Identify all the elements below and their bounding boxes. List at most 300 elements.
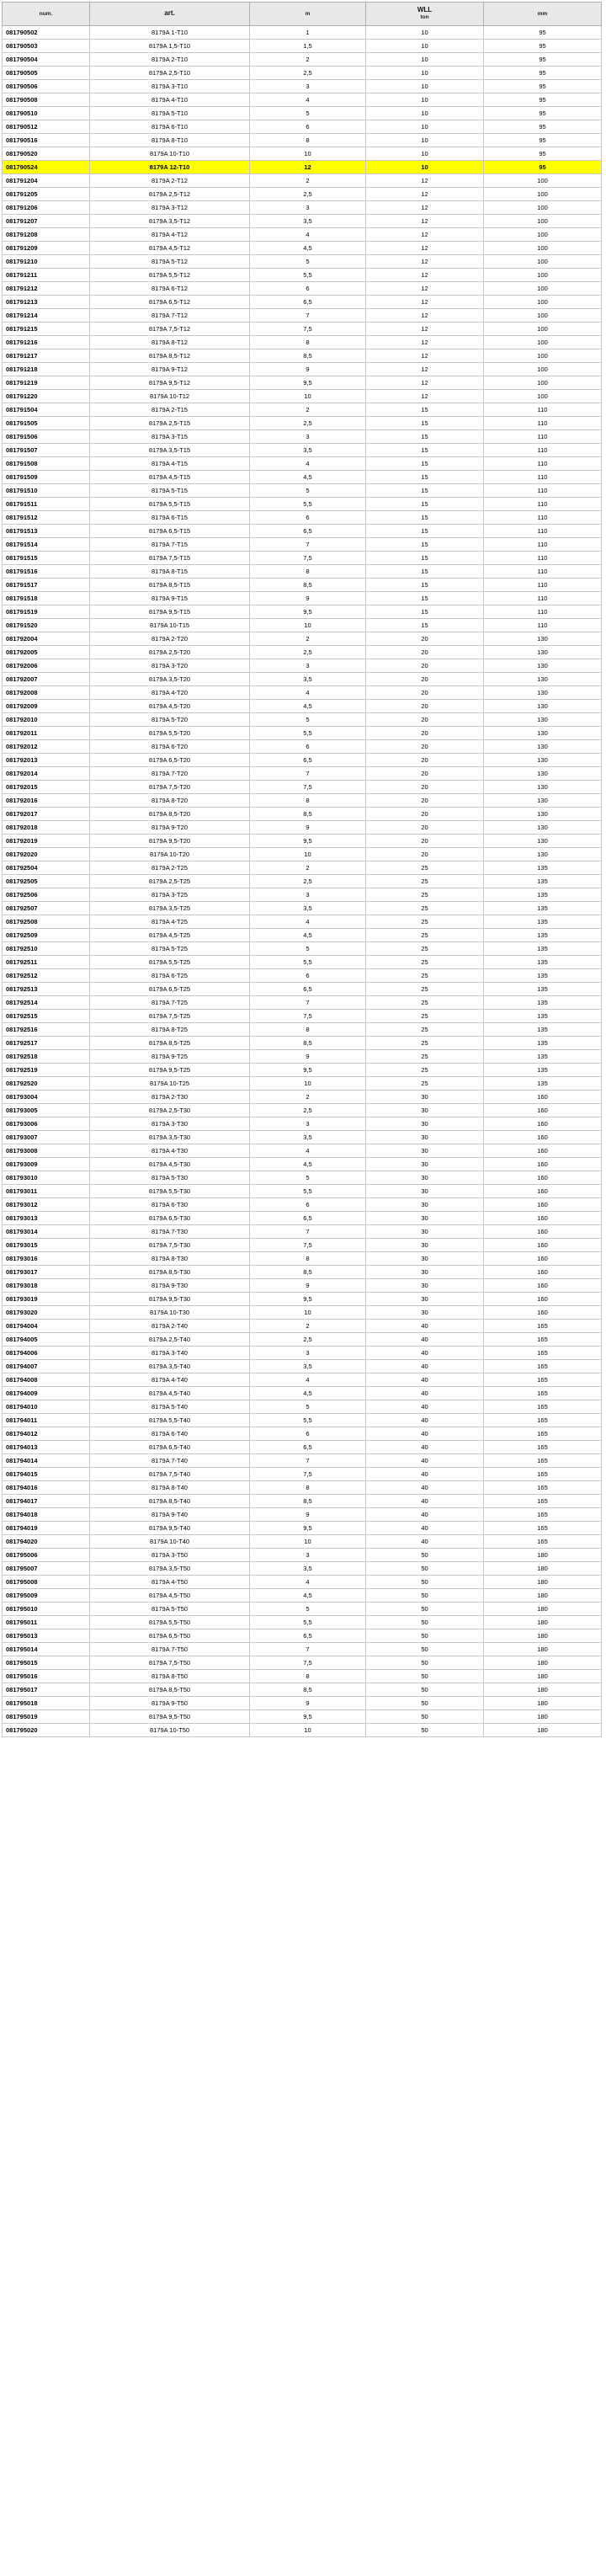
cell-wll: 40 xyxy=(366,1333,484,1347)
table-row[interactable] xyxy=(3,1373,602,1387)
cell-art: 8179A 2-T30 xyxy=(90,1091,250,1104)
cell-code: 081792510 xyxy=(3,942,90,956)
cell-wll: 30 xyxy=(366,1171,484,1185)
table-row[interactable] xyxy=(3,767,602,781)
table-row[interactable] xyxy=(3,552,602,565)
cell-wll: 40 xyxy=(366,1468,484,1481)
table-row[interactable] xyxy=(3,457,602,471)
cell-art: 8179A 7,5-T20 xyxy=(90,781,250,794)
table-row[interactable] xyxy=(3,1064,602,1077)
cell-code: 081792016 xyxy=(3,794,90,808)
cell-art: 8179A 3,5-T12 xyxy=(90,215,250,228)
table-row[interactable] xyxy=(3,632,602,646)
table-row[interactable] xyxy=(3,740,602,754)
cell-length: 7 xyxy=(250,309,366,323)
cell-code: 081791204 xyxy=(3,174,90,188)
table-row[interactable] xyxy=(3,444,602,457)
cell-code: 081795020 xyxy=(3,1724,90,1737)
cell-art: 8179A 8,5-T25 xyxy=(90,1037,250,1050)
cell-wll: 40 xyxy=(366,1360,484,1373)
cell-art: 8179A 4-T10 xyxy=(90,93,250,107)
table-row[interactable] xyxy=(3,538,602,552)
table-row[interactable] xyxy=(3,1117,602,1131)
cell-wll: 15 xyxy=(366,619,484,632)
table-row[interactable] xyxy=(3,93,602,107)
cell-code: 081793011 xyxy=(3,1185,90,1198)
cell-wll: 15 xyxy=(366,579,484,592)
cell-art: 8179A 6,5-T15 xyxy=(90,525,250,538)
table-row[interactable] xyxy=(3,673,602,686)
table-row[interactable] xyxy=(3,1306,602,1320)
cell-code: 081795016 xyxy=(3,1670,90,1683)
table-row[interactable] xyxy=(3,1468,602,1481)
table-row[interactable] xyxy=(3,201,602,215)
cell-art: 8179A 10-T25 xyxy=(90,1077,250,1091)
cell-wll: 25 xyxy=(366,915,484,929)
table-row[interactable] xyxy=(3,794,602,808)
table-row[interactable] xyxy=(3,80,602,93)
table-row[interactable] xyxy=(3,1562,602,1576)
table-row[interactable] xyxy=(3,188,602,201)
cell-mm: 165 xyxy=(484,1508,602,1522)
table-row[interactable] xyxy=(3,835,602,848)
table-row[interactable] xyxy=(3,727,602,740)
table-row[interactable] xyxy=(3,1293,602,1306)
cell-mm: 180 xyxy=(484,1616,602,1629)
cell-art: 8179A 6-T30 xyxy=(90,1198,250,1212)
cell-length: 4 xyxy=(250,93,366,107)
cell-art: 8179A 2,5-T25 xyxy=(90,875,250,888)
table-row[interactable] xyxy=(3,1347,602,1360)
cell-code: 081792505 xyxy=(3,875,90,888)
table-row[interactable] xyxy=(3,605,602,619)
cell-mm: 130 xyxy=(484,673,602,686)
cell-mm: 135 xyxy=(484,915,602,929)
cell-art: 8179A 7,5-T30 xyxy=(90,1239,250,1252)
table-row[interactable] xyxy=(3,700,602,713)
table-row[interactable] xyxy=(3,336,602,349)
table-row[interactable] xyxy=(3,1320,602,1333)
cell-wll: 30 xyxy=(366,1158,484,1171)
cell-mm: 95 xyxy=(484,161,602,174)
table-row[interactable] xyxy=(3,565,602,579)
cell-mm: 160 xyxy=(484,1306,602,1320)
table-row[interactable] xyxy=(3,1010,602,1023)
cell-wll: 25 xyxy=(366,1023,484,1037)
table-row[interactable] xyxy=(3,1535,602,1549)
cell-mm: 95 xyxy=(484,134,602,147)
table-row[interactable] xyxy=(3,1629,602,1643)
cell-code: 081794016 xyxy=(3,1481,90,1495)
table-row[interactable] xyxy=(3,1185,602,1198)
cell-mm: 165 xyxy=(484,1495,602,1508)
cell-wll: 15 xyxy=(366,538,484,552)
table-row[interactable] xyxy=(3,929,602,942)
table-row[interactable] xyxy=(3,1104,602,1117)
table-row[interactable] xyxy=(3,390,602,403)
table-row[interactable] xyxy=(3,619,602,632)
cell-mm: 160 xyxy=(484,1144,602,1158)
table-row[interactable] xyxy=(3,511,602,525)
table-row[interactable] xyxy=(3,1279,602,1293)
table-row[interactable] xyxy=(3,1239,602,1252)
table-row[interactable] xyxy=(3,1643,602,1656)
cell-wll: 12 xyxy=(366,390,484,403)
cell-code: 081791519 xyxy=(3,605,90,619)
cell-wll: 25 xyxy=(366,1064,484,1077)
cell-length: 6,5 xyxy=(250,983,366,996)
table-row[interactable] xyxy=(3,1252,602,1266)
cell-wll: 25 xyxy=(366,1037,484,1050)
table-row[interactable] xyxy=(3,498,602,511)
table-row[interactable] xyxy=(3,255,602,269)
cell-mm: 100 xyxy=(484,174,602,188)
table-row[interactable] xyxy=(3,484,602,498)
cell-code: 081791205 xyxy=(3,188,90,201)
cell-length: 7 xyxy=(250,996,366,1010)
table-row[interactable] xyxy=(3,1427,602,1441)
table-header-row xyxy=(3,3,602,26)
cell-wll: 12 xyxy=(366,201,484,215)
table-row[interactable] xyxy=(3,1670,602,1683)
cell-art: 8179A 5-T50 xyxy=(90,1603,250,1616)
table-row[interactable] xyxy=(3,1266,602,1279)
cell-length: 4,5 xyxy=(250,471,366,484)
cell-code: 081793008 xyxy=(3,1144,90,1158)
cell-length: 5,5 xyxy=(250,1185,366,1198)
cell-art: 8179A 9-T50 xyxy=(90,1697,250,1710)
table-row[interactable] xyxy=(3,579,602,592)
cell-code: 081792504 xyxy=(3,861,90,875)
table-row[interactable] xyxy=(3,161,602,174)
cell-code: 081795018 xyxy=(3,1697,90,1710)
cell-mm: 130 xyxy=(484,754,602,767)
cell-length: 5,5 xyxy=(250,269,366,282)
table-row[interactable] xyxy=(3,983,602,996)
table-row[interactable] xyxy=(3,848,602,861)
cell-length: 3 xyxy=(250,80,366,93)
table-row[interactable] xyxy=(3,1495,602,1508)
table-row[interactable] xyxy=(3,902,602,915)
table-row[interactable] xyxy=(3,430,602,444)
cell-mm: 110 xyxy=(484,579,602,592)
table-row[interactable] xyxy=(3,525,602,538)
cell-length: 3 xyxy=(250,430,366,444)
table-row[interactable] xyxy=(3,26,602,40)
cell-wll: 40 xyxy=(366,1481,484,1495)
cell-art: 8179A 7,5-T40 xyxy=(90,1468,250,1481)
table-row[interactable] xyxy=(3,888,602,902)
table-row[interactable] xyxy=(3,363,602,376)
table-row[interactable] xyxy=(3,1387,602,1400)
cell-wll: 10 xyxy=(366,107,484,120)
table-row[interactable] xyxy=(3,215,602,228)
cell-art: 8179A 9,5-T40 xyxy=(90,1522,250,1535)
table-row[interactable] xyxy=(3,403,602,417)
table-row[interactable] xyxy=(3,1656,602,1670)
cell-wll: 10 xyxy=(366,80,484,93)
table-row[interactable] xyxy=(3,1091,602,1104)
cell-mm: 95 xyxy=(484,40,602,53)
cell-art: 8179A 4,5-T40 xyxy=(90,1387,250,1400)
table-row[interactable] xyxy=(3,592,602,605)
cell-wll: 10 xyxy=(366,147,484,161)
cell-wll: 12 xyxy=(366,323,484,336)
cell-mm: 110 xyxy=(484,430,602,444)
cell-code: 081791506 xyxy=(3,430,90,444)
table-row[interactable] xyxy=(3,1333,602,1347)
cell-length: 9,5 xyxy=(250,1710,366,1724)
cell-wll: 40 xyxy=(366,1373,484,1387)
cell-code: 081790512 xyxy=(3,120,90,134)
table-row[interactable] xyxy=(3,1441,602,1454)
table-row[interactable] xyxy=(3,1158,602,1171)
cell-code: 081793016 xyxy=(3,1252,90,1266)
product-table xyxy=(2,2,602,1737)
cell-art: 8179A 8,5-T40 xyxy=(90,1495,250,1508)
cell-wll: 25 xyxy=(366,956,484,969)
table-row[interactable] xyxy=(3,1549,602,1562)
table-row[interactable] xyxy=(3,1037,602,1050)
cell-code: 081790510 xyxy=(3,107,90,120)
cell-length: 7,5 xyxy=(250,1468,366,1481)
cell-mm: 100 xyxy=(484,215,602,228)
cell-code: 081791209 xyxy=(3,242,90,255)
cell-wll: 10 xyxy=(366,93,484,107)
table-row[interactable] xyxy=(3,1454,602,1468)
table-row[interactable] xyxy=(3,1589,602,1603)
cell-code: 081793014 xyxy=(3,1225,90,1239)
cell-wll: 25 xyxy=(366,861,484,875)
table-row[interactable] xyxy=(3,659,602,673)
cell-code: 081792009 xyxy=(3,700,90,713)
table-row[interactable] xyxy=(3,996,602,1010)
table-row[interactable] xyxy=(3,942,602,956)
table-row[interactable] xyxy=(3,1522,602,1535)
cell-wll: 20 xyxy=(366,821,484,835)
cell-code: 081791515 xyxy=(3,552,90,565)
table-row[interactable] xyxy=(3,242,602,255)
table-row[interactable] xyxy=(3,1710,602,1724)
table-row[interactable] xyxy=(3,1683,602,1697)
table-row[interactable] xyxy=(3,686,602,700)
cell-mm: 135 xyxy=(484,1077,602,1091)
cell-wll: 50 xyxy=(366,1710,484,1724)
table-row[interactable] xyxy=(3,296,602,309)
table-row[interactable] xyxy=(3,1198,602,1212)
table-row[interactable] xyxy=(3,781,602,794)
cell-length: 5 xyxy=(250,107,366,120)
cell-code: 081792019 xyxy=(3,835,90,848)
cell-wll: 50 xyxy=(366,1562,484,1576)
cell-length: 7,5 xyxy=(250,781,366,794)
cell-length: 6 xyxy=(250,511,366,525)
table-row[interactable] xyxy=(3,53,602,67)
table-row[interactable] xyxy=(3,1697,602,1710)
cell-art: 8179A 8,5-T50 xyxy=(90,1683,250,1697)
cell-length: 7 xyxy=(250,1225,366,1239)
table-row[interactable] xyxy=(3,134,602,147)
table-row[interactable] xyxy=(3,1724,602,1737)
cell-art: 8179A 8-T40 xyxy=(90,1481,250,1495)
table-row[interactable] xyxy=(3,1508,602,1522)
cell-length: 4,5 xyxy=(250,700,366,713)
cell-mm: 180 xyxy=(484,1683,602,1697)
cell-mm: 180 xyxy=(484,1670,602,1683)
table-row[interactable] xyxy=(3,1212,602,1225)
cell-art: 8179A 3-T15 xyxy=(90,430,250,444)
cell-length: 3,5 xyxy=(250,215,366,228)
table-row[interactable] xyxy=(3,282,602,296)
table-row[interactable] xyxy=(3,349,602,363)
table-row[interactable] xyxy=(3,861,602,875)
cell-mm: 100 xyxy=(484,349,602,363)
table-row[interactable] xyxy=(3,713,602,727)
cell-art: 8179A 8,5-T30 xyxy=(90,1266,250,1279)
cell-code: 081792008 xyxy=(3,686,90,700)
cell-art: 8179A 6-T15 xyxy=(90,511,250,525)
cell-mm: 110 xyxy=(484,511,602,525)
table-row[interactable] xyxy=(3,1131,602,1144)
cell-length: 2 xyxy=(250,861,366,875)
cell-art: 8179A 4,5-T50 xyxy=(90,1589,250,1603)
cell-code: 081794017 xyxy=(3,1495,90,1508)
cell-wll: 25 xyxy=(366,942,484,956)
table-row[interactable] xyxy=(3,1171,602,1185)
cell-art: 8179A 8-T50 xyxy=(90,1670,250,1683)
cell-mm: 160 xyxy=(484,1212,602,1225)
cell-mm: 130 xyxy=(484,686,602,700)
cell-mm: 160 xyxy=(484,1293,602,1306)
table-row[interactable] xyxy=(3,1144,602,1158)
cell-length: 1,5 xyxy=(250,40,366,53)
cell-length: 8 xyxy=(250,1481,366,1495)
cell-length: 3,5 xyxy=(250,673,366,686)
table-row[interactable] xyxy=(3,1414,602,1427)
cell-wll: 15 xyxy=(366,498,484,511)
cell-wll: 10 xyxy=(366,53,484,67)
cell-mm: 110 xyxy=(484,457,602,471)
cell-art: 8179A 4-T30 xyxy=(90,1144,250,1158)
cell-length: 6,5 xyxy=(250,296,366,309)
table-row[interactable] xyxy=(3,754,602,767)
table-row[interactable] xyxy=(3,471,602,484)
table-row[interactable] xyxy=(3,1077,602,1091)
cell-art: 8179A 3,5-T20 xyxy=(90,673,250,686)
table-row[interactable] xyxy=(3,956,602,969)
cell-code: 081795009 xyxy=(3,1589,90,1603)
cell-mm: 130 xyxy=(484,767,602,781)
cell-wll: 40 xyxy=(366,1495,484,1508)
cell-code: 081792506 xyxy=(3,888,90,902)
table-row[interactable] xyxy=(3,67,602,80)
cell-code: 081791513 xyxy=(3,525,90,538)
cell-mm: 165 xyxy=(484,1481,602,1495)
cell-wll: 15 xyxy=(366,444,484,457)
table-row[interactable] xyxy=(3,376,602,390)
table-row[interactable] xyxy=(3,1360,602,1373)
cell-wll: 12 xyxy=(366,296,484,309)
table-row[interactable] xyxy=(3,40,602,53)
table-row[interactable] xyxy=(3,1616,602,1629)
cell-art: 8179A 3-T20 xyxy=(90,659,250,673)
column-header-art xyxy=(90,3,250,26)
cell-wll: 20 xyxy=(366,848,484,861)
table-row[interactable] xyxy=(3,646,602,659)
cell-wll: 15 xyxy=(366,403,484,417)
cell-length: 8 xyxy=(250,1670,366,1683)
cell-mm: 135 xyxy=(484,956,602,969)
cell-code: 081792004 xyxy=(3,632,90,646)
cell-art: 8179A 7-T50 xyxy=(90,1643,250,1656)
cell-wll: 12 xyxy=(366,228,484,242)
cell-mm: 165 xyxy=(484,1427,602,1441)
cell-wll: 50 xyxy=(366,1643,484,1656)
column-header-mm xyxy=(484,3,602,26)
table-row[interactable] xyxy=(3,821,602,835)
cell-code: 081794020 xyxy=(3,1535,90,1549)
cell-art: 8179A 2,5-T30 xyxy=(90,1104,250,1117)
cell-length: 6,5 xyxy=(250,1212,366,1225)
cell-code: 081790503 xyxy=(3,40,90,53)
cell-length: 7 xyxy=(250,767,366,781)
table-row[interactable] xyxy=(3,1481,602,1495)
cell-code: 081790506 xyxy=(3,80,90,93)
table-row[interactable] xyxy=(3,417,602,430)
cell-wll: 30 xyxy=(366,1185,484,1198)
table-row[interactable] xyxy=(3,1576,602,1589)
cell-code: 081792514 xyxy=(3,996,90,1010)
cell-wll: 25 xyxy=(366,1050,484,1064)
table-row[interactable] xyxy=(3,808,602,821)
cell-art: 8179A 3,5-T40 xyxy=(90,1360,250,1373)
table-row[interactable] xyxy=(3,228,602,242)
cell-mm: 100 xyxy=(484,309,602,323)
table-row[interactable] xyxy=(3,1023,602,1037)
cell-art: 8179A 8-T10 xyxy=(90,134,250,147)
cell-length: 8 xyxy=(250,336,366,349)
table-row[interactable] xyxy=(3,915,602,929)
table-row[interactable] xyxy=(3,1050,602,1064)
table-row[interactable] xyxy=(3,107,602,120)
table-row[interactable] xyxy=(3,323,602,336)
table-row[interactable] xyxy=(3,1400,602,1414)
table-row[interactable] xyxy=(3,120,602,134)
cell-art: 8179A 2-T25 xyxy=(90,861,250,875)
cell-wll: 50 xyxy=(366,1724,484,1737)
table-row[interactable] xyxy=(3,174,602,188)
table-row[interactable] xyxy=(3,969,602,983)
cell-mm: 135 xyxy=(484,983,602,996)
cell-length: 2 xyxy=(250,632,366,646)
table-row[interactable] xyxy=(3,309,602,323)
table-row[interactable] xyxy=(3,1603,602,1616)
cell-wll: 40 xyxy=(366,1441,484,1454)
cell-length: 2 xyxy=(250,174,366,188)
cell-code: 081791208 xyxy=(3,228,90,242)
cell-code: 081794008 xyxy=(3,1373,90,1387)
cell-mm: 130 xyxy=(484,740,602,754)
table-row[interactable] xyxy=(3,269,602,282)
cell-mm: 100 xyxy=(484,282,602,296)
cell-art: 8179A 9-T25 xyxy=(90,1050,250,1064)
table-row[interactable] xyxy=(3,147,602,161)
cell-length: 2,5 xyxy=(250,67,366,80)
table-row[interactable] xyxy=(3,875,602,888)
cell-code: 081794013 xyxy=(3,1441,90,1454)
table-row[interactable] xyxy=(3,1225,602,1239)
cell-mm: 135 xyxy=(484,1050,602,1064)
